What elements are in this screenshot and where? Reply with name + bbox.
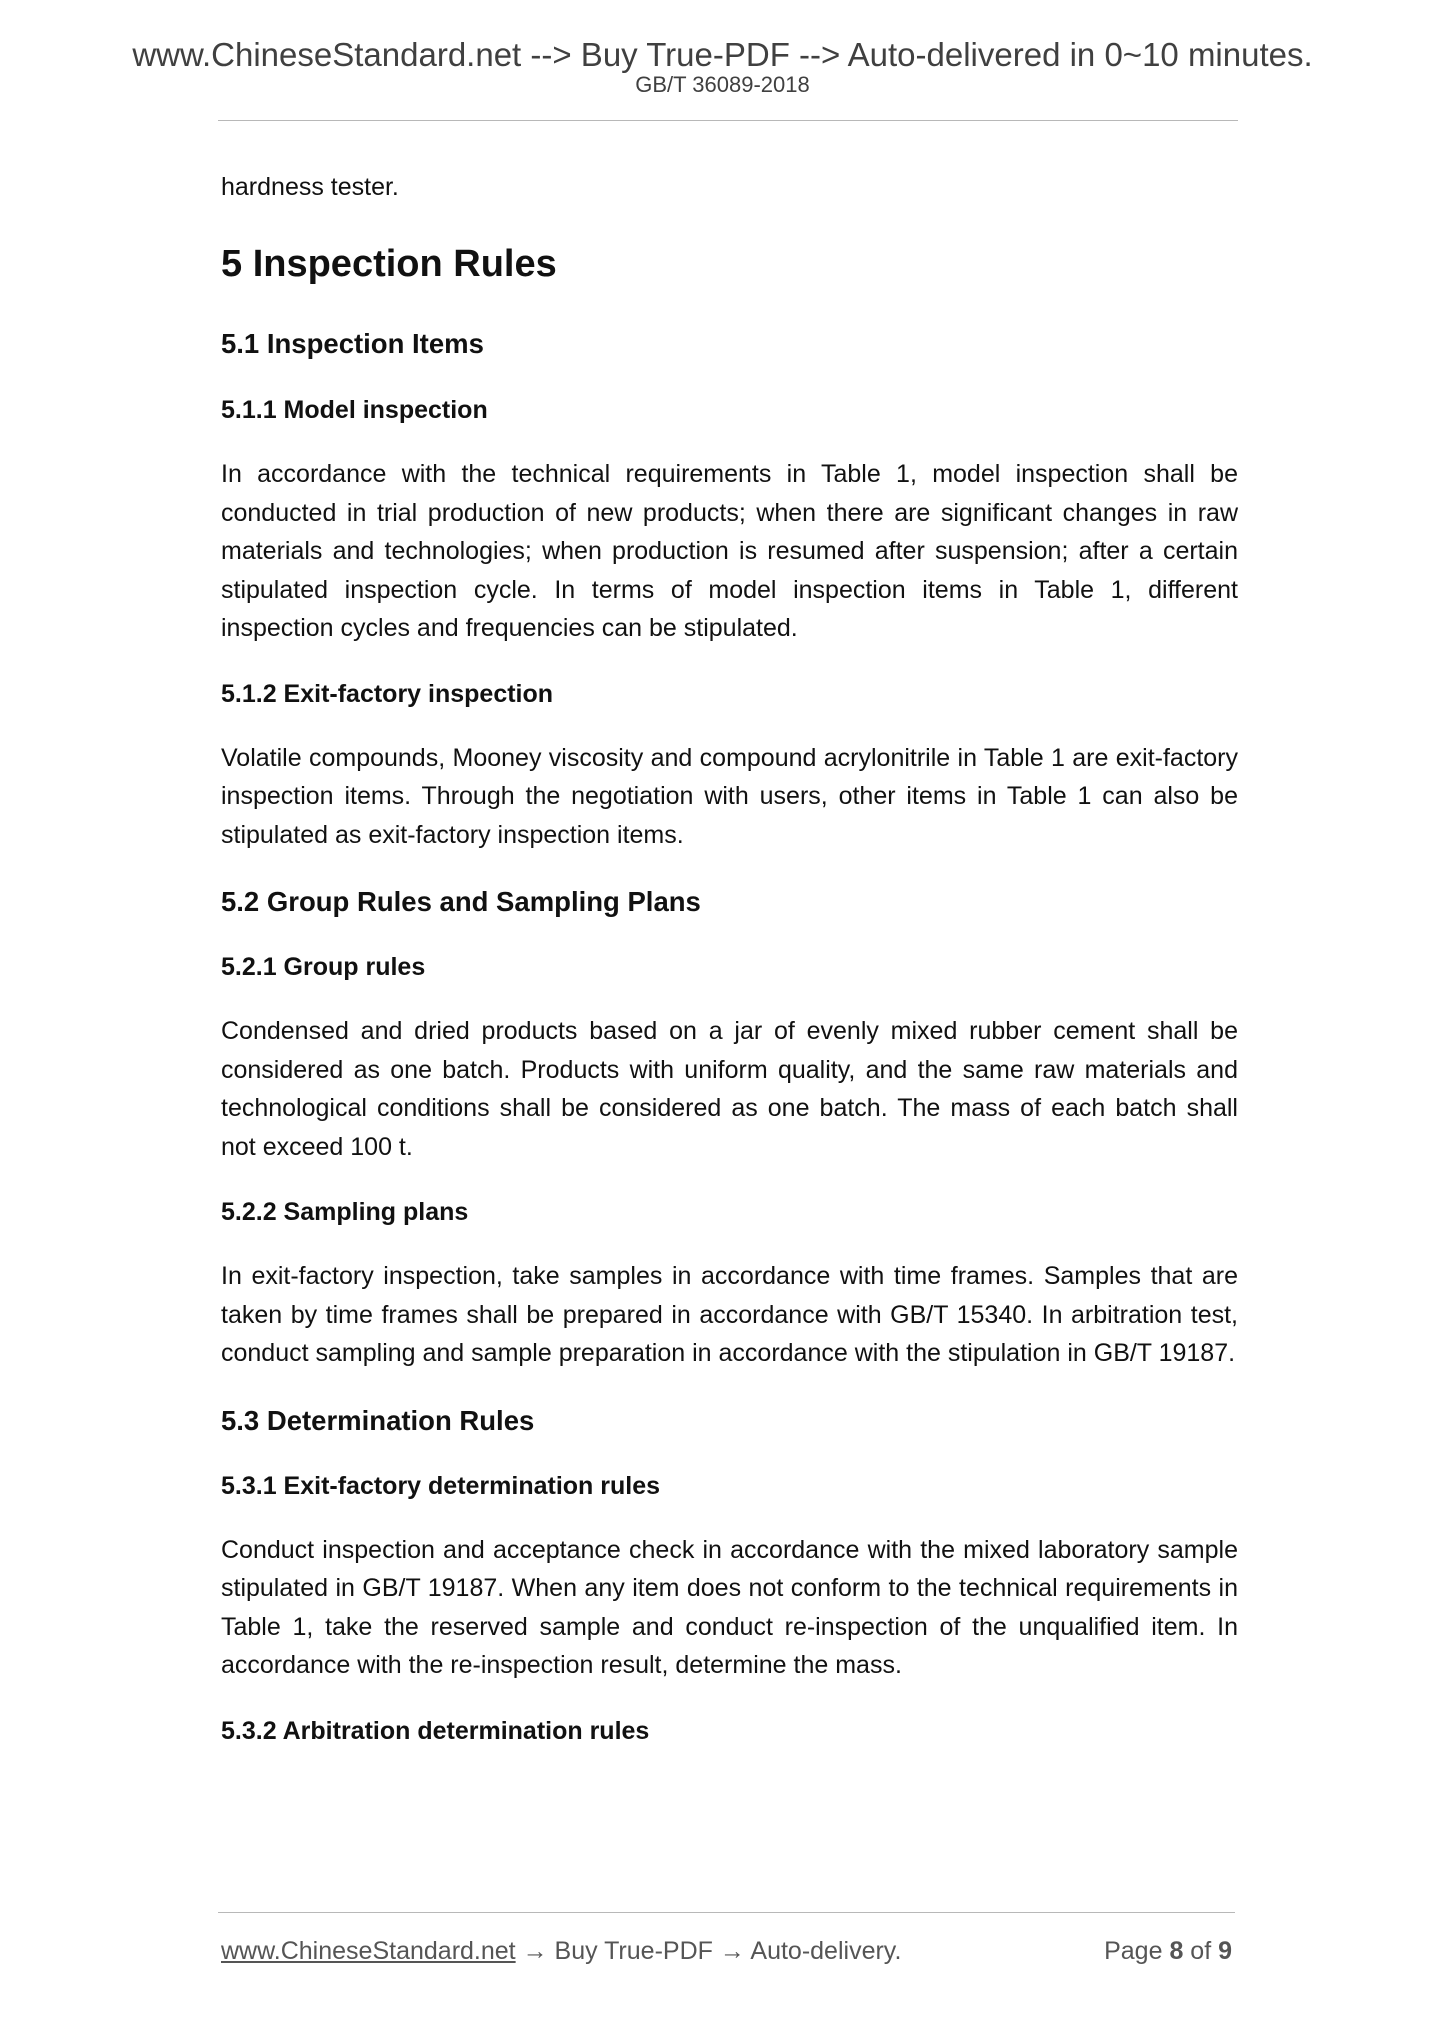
clause-paragraph-5-3-1: Conduct inspection and acceptance check in accordance with the mixed laboratory sample stipulated in GB/T 19187. When any item does not conform to the technical requirements in Table 1, take the reserved sample and conduct re-inspection of the unqualified item. In accordance with the re-inspection result, determine the mass. bbox=[221, 1535, 1238, 1680]
header-divider bbox=[218, 120, 1238, 121]
clause-paragraph-5-2-2: In exit-factory inspection, take samples in accordance with time frames. Samples that are taken by time frames shall be prepared in accordance with GB/T 15340. In arbitration test, conduct sampling and sample preparation in accordance with the stipulation in GB/T 19187. bbox=[221, 1262, 1238, 1368]
page-of-label: of bbox=[1183, 1937, 1219, 1965]
clause-paragraph-5-1-1: In accordance with the technical requirements in Table 1, model inspection shall be conducted in trial production of new products; when there are significant changes in raw materials and technologies; when production is resumed after suspension; after a certain stipulated inspection cycle. In terms of model inspection items in Table 1, different inspection cycles and frequencies can be stipulated. bbox=[221, 460, 1238, 643]
continued-paragraph: hardness tester. bbox=[221, 173, 399, 201]
current-page-number: 8 bbox=[1169, 1937, 1184, 1965]
footer-promo bbox=[221, 1935, 901, 1967]
top-banner-link[interactable]: www.ChineseStandard.net --> Buy True-PDF --> Auto-delivered in 0~10 minutes. bbox=[132, 36, 1313, 73]
subsection-heading-5-1: 5.1 Inspection Items bbox=[221, 328, 484, 360]
subsection-heading-5-2: 5.2 Group Rules and Sampling Plans bbox=[221, 886, 701, 918]
footer-promo-text: → Buy True-PDF → Auto-delivery. bbox=[515, 1937, 902, 1965]
clause-heading-5-2-1: 5.2.1 Group rules bbox=[221, 953, 426, 982]
subsection-heading-5-3: 5.3 Determination Rules bbox=[221, 1404, 535, 1436]
document-code: GB/T 36089-2018 bbox=[635, 72, 810, 97]
clause-heading-5-3-1: 5.3.1 Exit-factory determination rules bbox=[221, 1471, 661, 1500]
footer-site-link[interactable]: www.ChineseStandard.net bbox=[221, 1937, 516, 1965]
clause-heading-5-1-2: 5.1.2 Exit-factory inspection bbox=[221, 679, 554, 708]
clause-heading-5-2-2: 5.2.2 Sampling plans bbox=[221, 1198, 469, 1227]
clause-heading-5-1-1: 5.1.1 Model inspection bbox=[221, 396, 488, 425]
document-body bbox=[221, 168, 1238, 1746]
clause-paragraph-5-2-1: Condensed and dried products based on a jar of evenly mixed rubber cement shall be considered as one batch. Products with uniform quality, and the same raw materials and technological conditions shall be considered as one batch. The mass of each batch shall not exceed 100 t. bbox=[221, 1017, 1238, 1161]
clause-heading-5-3-2: 5.3.2 Arbitration determination rules bbox=[221, 1716, 650, 1745]
footer-divider bbox=[218, 1912, 1235, 1913]
page-indicator bbox=[1104, 1935, 1232, 1967]
page-footer bbox=[221, 1935, 1232, 1967]
section-heading-5: 5 Inspection Rules bbox=[221, 242, 557, 285]
clause-paragraph-5-1-2: Volatile compounds, Mooney viscosity and compound acrylonitrile in Table 1 are exit-factory inspection items. Through the negotiation with users, other items in Table 1 can also be stipulated as exit-factory inspection items. bbox=[221, 743, 1238, 849]
page-label: Page bbox=[1104, 1937, 1170, 1965]
total-page-number: 9 bbox=[1218, 1937, 1232, 1965]
